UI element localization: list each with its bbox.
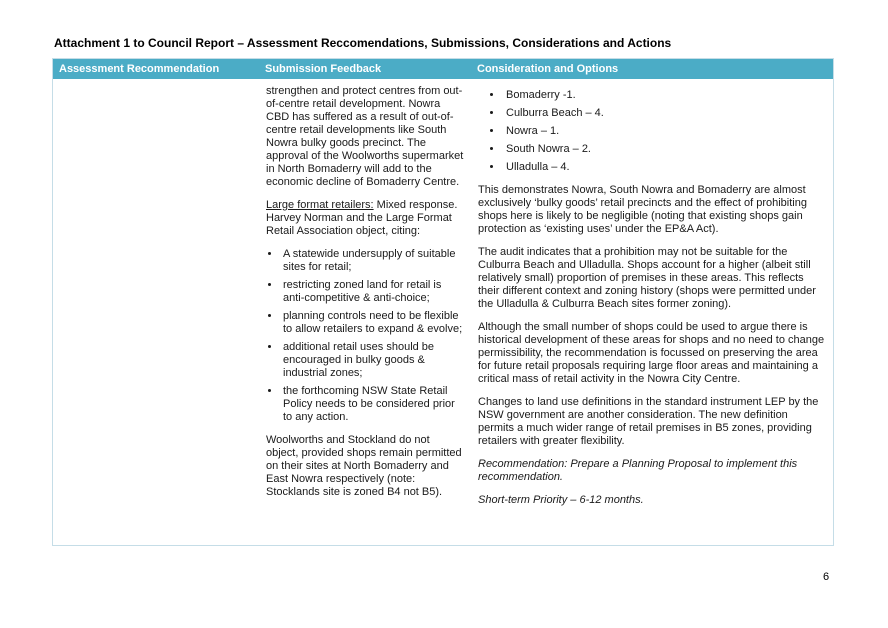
list-item: • A statewide undersupply of suitable sites for retail; [281, 248, 464, 274]
recommendation-note: Recommendation: Prepare a Planning Proposal to implement this recommendation. [478, 458, 798, 483]
page-number: 6 [823, 571, 830, 583]
submission-feedback-paragraph-1: strengthen and protect centres from out-of-centre retail development. Nowra CBD has suffered as a result of out-of-centre retail developments like South Nowra bulky goods precinct. The approval of the Woolworths supermarket in North Bomaderry will add to the economic decline of Bomaderry Centre. [266, 85, 464, 188]
list-item: • South Nowra – 2. [503, 143, 826, 156]
consideration-paragraph-2: The audit indicates that a prohibition may not be suitable for the Culburra Beach and Ulladulla. Shops account for a higher (albeit still relatively small) proportion of premises in these areas. This reflects their different context and zoning history (shops were permitted under the Ulladulla & Culburra Beach sites former zoning). [478, 246, 816, 310]
list-item: • the forthcoming NSW State Retail Policy needs to be considered prior to any action. [281, 385, 464, 424]
list-item: • Nowra – 1. [503, 125, 826, 138]
cell-submission-feedback [259, 79, 471, 545]
cell-consideration-and-options [471, 79, 833, 545]
list-item: • additional retail uses should be encouraged in bulky goods & industrial zones; [281, 341, 464, 380]
consideration-paragraph-3: Although the small number of shops could be used to argue there is historical development of these areas for shops and no need to change permissibility, the recommendation is focussed on preserving the area for future retail proposals requiring large floor areas and maintaining a critical mass of retail activity in the Nowra City Centre. [478, 321, 825, 385]
list-item: • Bomaderry -1. [503, 89, 826, 102]
submission-feedback-bullet-list [266, 248, 464, 424]
submission-feedback-paragraph-3: Woolworths and Stockland do not object, provided shops remain permitted on their sites at North Bomaderry and East Nowra respectively (note: Stocklands site is zoned B4 not B5). [266, 434, 462, 498]
list-item: • restricting zoned land for retail is anti-competitive & anti-choice; [281, 279, 464, 305]
submission-feedback-paragraph-2 [266, 199, 464, 238]
column-header-assessment-recommendation: Assessment Recommendation [59, 63, 220, 75]
table-row [53, 79, 833, 545]
cell-assessment-recommendation [53, 79, 259, 545]
page-title: Attachment 1 to Council Report – Assessment Reccomendations, Submissions, Considerations and Actions [54, 36, 672, 50]
list-item: • planning controls need to be flexible to allow retailers to expand & evolve; [281, 310, 464, 336]
column-header-consideration-and-options: Consideration and Options [477, 63, 619, 75]
consideration-paragraph-4: Changes to land use definitions in the standard instrument LEP by the NSW government are another consideration. The new definition permits a much wider range of retail premises in B5 zones, providing retailers with greater flexibility. [478, 396, 819, 447]
table-header-row [53, 59, 833, 79]
column-header-submission-feedback: Submission Feedback [265, 63, 382, 75]
list-item: • Ulladulla – 4. [503, 161, 826, 174]
consideration-bullet-list [478, 89, 826, 174]
priority-note: Short-term Priority – 6-12 months. [478, 494, 644, 506]
large-format-retailers-label: Large format retailers: [266, 199, 374, 211]
assessment-table [52, 58, 834, 546]
list-item: • Culburra Beach – 4. [503, 107, 826, 120]
large-format-retailers-text: Mixed response. Harvey Norman and the Large Format Retail Association object, citing: [266, 199, 458, 237]
consideration-paragraph-1: This demonstrates Nowra, South Nowra and Bomaderry are almost exclusively ‘bulky goods’ retail precincts and the effect of prohibiting shops here is likely to be negligible (noting that existing shops gain protection as ‘existing uses’ under the EP&A Act). [478, 184, 807, 235]
